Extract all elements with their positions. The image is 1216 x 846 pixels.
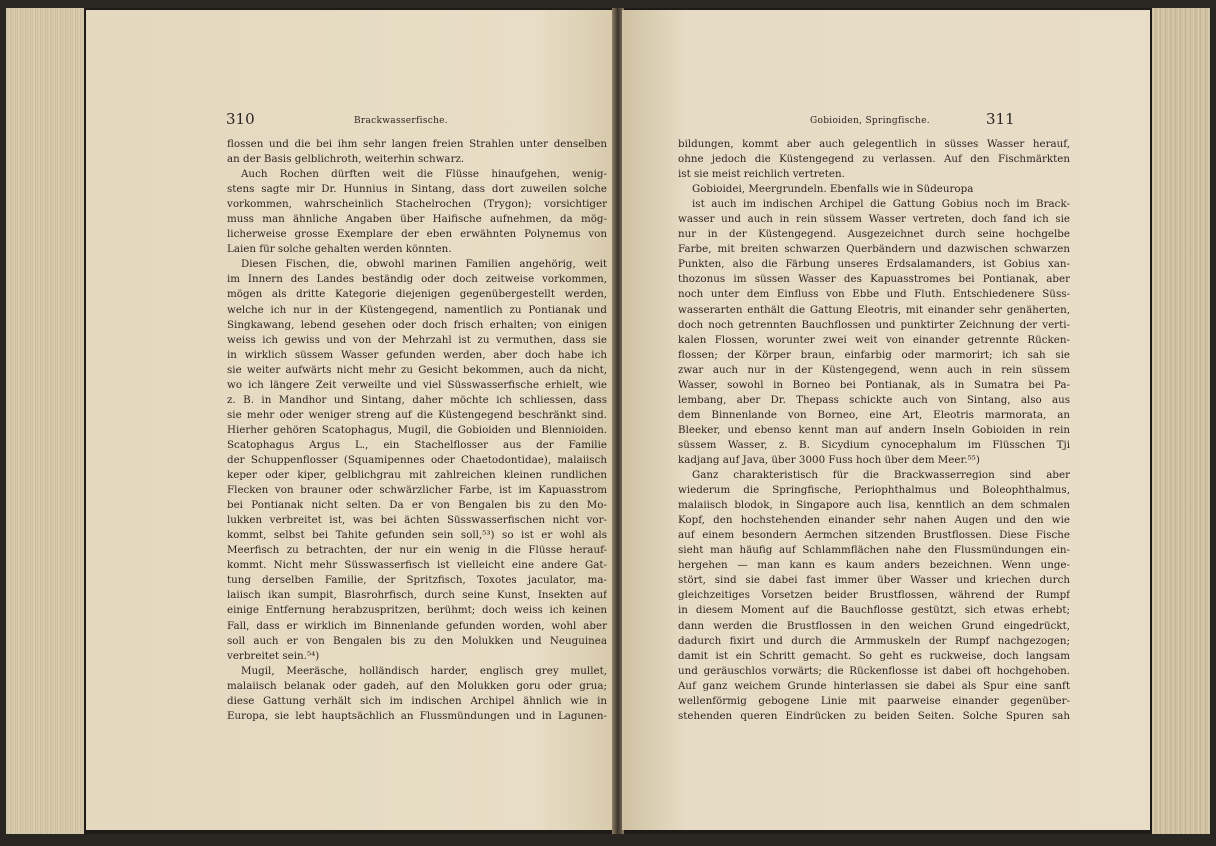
text-line: kommt, selbst bei Tahite gefunden sein soll,⁵³) so ist er wohl als: [227, 529, 607, 542]
text-line: Punkten, also die Färbung unseres Erdsalamanders, ist Gobius xan-: [678, 258, 1070, 271]
text-line: sie mehr oder weniger streng auf die Küstengegend beschränkt sind.: [227, 408, 607, 421]
text-line: Diesen Fischen, die, obwohl marinen Familien angehörig, weit: [241, 258, 607, 271]
text-line: Kopf, den hochstehenden einander sehr nahen Augen und den wie: [678, 514, 1070, 527]
text-line: soll auch er von Bengalen bis zu den Molukken und Neuguinea: [227, 634, 607, 647]
text-line: damit ist ein Schritt gemacht. So geht es ruckweise, doch langsam: [678, 649, 1070, 662]
text-line: Laien für solche gehalten werden könnten.: [227, 243, 452, 256]
text-line: keper oder kiper, gelblichgrau mit zahlreichen kleinen rundlichen: [227, 469, 607, 482]
text-line: doch noch getrennten Bauchflossen und punktirter Zeichnung der verti-: [678, 318, 1070, 331]
text-line: bildungen, kommt aber auch gelegentlich in süsses Wasser herauf,: [678, 138, 1070, 150]
text-line: laiisch ikan sumpit, Blasrohrfisch, durch seine Kunst, Insekten auf: [227, 589, 607, 602]
text-line: wasser und auch in rein süssem Wasser vertreten, doch fand ich sie: [678, 213, 1070, 226]
text-line: Mugil, Meeräsche, holländisch harder, englisch grey mullet,: [241, 664, 607, 677]
text-line: licherweise grosse Exemplare der eben erwähnten Polynemus von: [227, 228, 607, 241]
text-line: weiss ich gewiss und von der Mehrzahl ist zu vermuthen, dass sie: [227, 333, 607, 346]
text-line: Scatophagus Argus L., ein Stachelflosser aus der Familie: [227, 438, 607, 451]
text-line: Hierher gehören Scatophagus, Mugil, die Gobioiden und Blennioiden.: [227, 423, 607, 436]
text-line: kalen Flossen, worunter zwei weit von einander getrennte Rücken-: [678, 333, 1070, 346]
text-line: verbreitet sein.⁵⁴): [227, 649, 320, 662]
text-line: Flecken von brauner oder schwärzlicher Farbe, ist im Kapuasstrom: [227, 484, 607, 497]
text-line: kommt. Nicht mehr Süsswasserfisch ist vielleicht eine andere Gat-: [227, 559, 607, 572]
text-line: sieht man häufig auf Schlammflächen nahe den Flussmündungen ein-: [678, 544, 1070, 557]
text-line: ist sie meist reichlich vertreten.: [678, 168, 845, 181]
text-line: welche ich nur in der Küstengegend, namentlich zu Pontianak und: [227, 303, 607, 316]
text-line: mögen als dritte Kategorie diejenigen gegenübergestellt werden,: [227, 288, 607, 301]
text-line: hergehen — man kann es kaum anders bezeichnen. Wenn unge-: [678, 559, 1070, 572]
left-page-body-text: [227, 137, 607, 724]
text-line: tung derselben Familie, der Spritzfisch, Toxotes jaculator, ma-: [227, 574, 607, 587]
text-line: Singkawang, lebend gesehen oder doch frisch erhalten; von einigen: [227, 318, 607, 331]
text-line: Farbe, mit breiten schwarzen Querbändern und dazwischen schwarzen: [678, 243, 1070, 256]
text-line: Europa, sie lebt hauptsächlich an Flussmündungen und in Lagunen-: [227, 709, 607, 722]
left-page-header: [86, 110, 614, 134]
text-line: vorkommen, wahrscheinlich Stachelrochen (Trygon); vorsichtiger: [227, 198, 607, 211]
left-page-edges: [6, 8, 84, 834]
text-line: z. B. in Mandhor und Sintang, daher möchte ich schliessen, dass: [227, 393, 607, 406]
text-line: Gobioidei, Meergrundeln. Ebenfalls wie in Südeuropa: [692, 183, 974, 196]
right-page-edges: [1152, 8, 1210, 834]
text-line: in wirklich süssem Wasser gefunden werden, aber doch habe ich: [227, 348, 607, 361]
text-line: stört, sind sie dabei fast immer über Wasser und kriechen durch: [678, 574, 1070, 587]
text-line: dem Binnenlande von Borneo, eine Art, Eleotris marmorata, an: [678, 408, 1070, 421]
right-page-header: [622, 110, 1150, 134]
text-line: flossen und die bei ihm sehr langen freien Strahlen unter denselben: [227, 138, 607, 150]
left-running-head: Brackwasserfische.: [354, 116, 448, 126]
text-line: Fall, dass er wirklich im Binnenlande gefunden worden, wohl aber: [227, 619, 607, 632]
text-line: der Schuppenflosser (Squamipennes oder Chaetodontidae), malaiisch: [227, 453, 607, 466]
text-line: kadjang auf Java, über 3000 Fuss hoch über dem Meer.⁵⁵): [678, 453, 980, 466]
text-line: Auch Rochen dürften weit die Flüsse hinaufgehen, wenig-: [241, 168, 607, 181]
text-line: Meerfisch zu betrachten, der nur ein wenig in die Flüsse herauf-: [227, 544, 607, 557]
text-line: Wasser, sowohl in Borneo bei Pontianak, als in Sumatra bei Pa-: [678, 378, 1070, 391]
text-line: ist auch im indischen Archipel die Gattung Gobius noch im Brack-: [692, 198, 1070, 211]
text-line: noch unter dem Einfluss von Ebbe und Fluth. Entschiedenere Süss-: [678, 288, 1070, 301]
text-line: auf einem besondern Aermchen sitzenden Brustflossen. Diese Fische: [678, 529, 1070, 542]
text-line: flossen; der Körper braun, einfarbig oder marmorirt; ich sah sie: [678, 348, 1070, 361]
text-line: ohne jedoch die Küstengegend zu verlassen. Auf den Fischmärkten: [678, 153, 1070, 166]
text-line: im Innern des Landes beständig oder doch zeitweise vorkommen,: [227, 273, 607, 286]
text-line: gleichzeitiges Vorsetzen beider Brustflossen, während der Rumpf: [678, 589, 1070, 602]
text-line: malaiisch blodok, in Singapore auch lisa, kenntlich an dem schmalen: [678, 499, 1070, 512]
text-line: stens sagte mir Dr. Hunnius in Sintang, dass dort zuweilen solche: [227, 183, 607, 196]
left-page-number: 310: [226, 110, 255, 128]
left-page: [86, 10, 614, 830]
right-page-number: 311: [986, 110, 1015, 128]
text-line: Bleeker, und ebenso kennt man auf andern Inseln Gobioiden in rein: [678, 423, 1070, 436]
text-line: einige Entfernung herabzuspritzen, berühmt; doch weiss ich keinen: [227, 604, 607, 617]
text-line: wellenförmig gebogene Linie mit paarweise einander gegenüber-: [678, 694, 1070, 707]
text-line: muss man ähnliche Angaben über Haifische aufnehmen, da mög-: [227, 213, 607, 226]
text-line: süssem Wasser, z. B. Sicydium cynocephalum im Flüsschen Tji: [678, 438, 1070, 451]
text-line: wo ich längere Zeit verweilte und viel Süsswasserfische erhielt, wie: [227, 378, 607, 391]
text-line: lembang, aber Dr. Thepass schickte auch von Sintang, also aus: [678, 393, 1070, 406]
text-line: wasserarten enthält die Gattung Eleotris, mit einander sehr genäherten,: [678, 303, 1070, 316]
text-line: bei Pontianak nicht selten. Da er von Bengalen bis zu den Mo-: [227, 499, 607, 512]
text-line: zwar auch nur in der Küstengegend, wenn auch in rein süssem: [678, 363, 1070, 376]
text-line: Ganz charakteristisch für die Brackwasserregion sind aber: [692, 469, 1070, 482]
text-line: Auf ganz weichem Grunde hinterlassen sie dabei als Spur eine sanft: [678, 679, 1070, 692]
text-line: dann werden die Brustflossen in den weichen Grund eingedrückt,: [678, 619, 1070, 632]
right-running-head: Gobioiden, Springfische.: [810, 116, 930, 126]
text-line: thozonus im süssen Wasser des Kapuasstromes bei Pontianak, aber: [678, 273, 1070, 286]
text-line: sie weiter aufwärts nicht mehr zu Gesicht bekommen, auch da nicht,: [227, 363, 607, 376]
right-page: [622, 10, 1150, 830]
text-line: wiederum die Springfische, Periophthalmus und Boleophthalmus,: [678, 484, 1070, 497]
text-line: lukken verbreitet ist, was bei ächten Süsswasserfischen nicht vor-: [227, 514, 607, 527]
right-page-body-text: [678, 137, 1070, 724]
text-line: diese Gattung verhält sich im indischen Archipel ähnlich wie in: [227, 694, 607, 707]
text-line: nur in der Küstengegend. Ausgezeichnet durch seine hochgelbe: [678, 228, 1070, 241]
text-line: dadurch fixirt und durch die Armmuskeln der Rumpf nachgezogen;: [678, 634, 1070, 647]
text-line: an der Basis gelblichroth, weiterhin schwarz.: [227, 153, 465, 166]
text-line: in diesem Moment auf die Bauchflosse gestützt, sich etwas erhebt;: [678, 604, 1070, 617]
open-book: [6, 8, 1210, 834]
text-line: stehenden queren Eindrücken zu beiden Seiten. Solche Spuren sah: [678, 709, 1070, 722]
text-line: und geräuschlos vorwärts; die Rückenflosse ist dabei oft hochgehoben.: [678, 664, 1070, 677]
text-line: malaiisch belanak oder gadeh, auf den Molukken goru oder grua;: [227, 679, 607, 692]
